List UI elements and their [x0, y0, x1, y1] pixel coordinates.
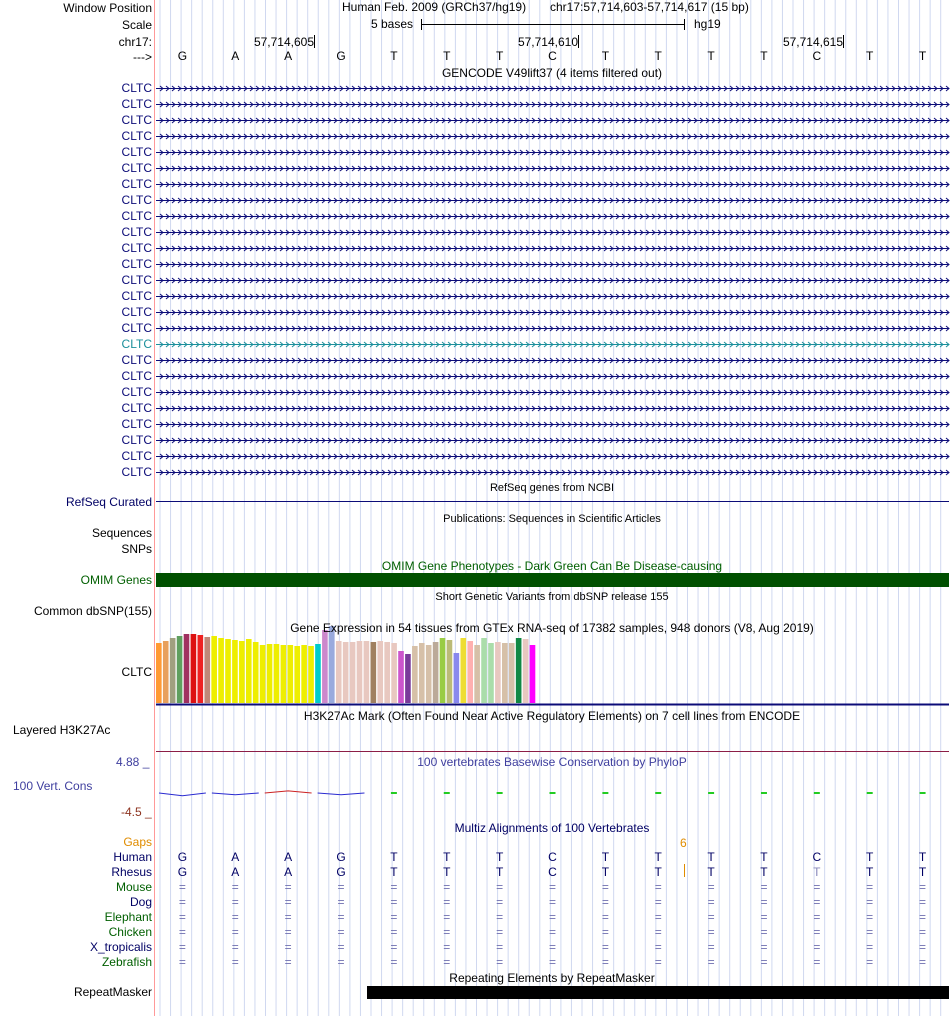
- gtex-tissue-bar: [177, 636, 183, 703]
- ruler-tick-label: 57,714,615: [782, 35, 843, 49]
- gtex-tissue-bar: [405, 654, 411, 703]
- base-letter: T: [390, 49, 398, 63]
- alignment-base: T: [654, 850, 662, 864]
- gencode-transcript-label[interactable]: CLTC: [121, 257, 152, 271]
- alignment-base: T: [918, 865, 927, 879]
- alignment-base: G: [177, 865, 188, 879]
- gtex-tissue-bar: [357, 641, 363, 703]
- alignment-base: =: [548, 880, 557, 894]
- gtex-tissue-bar: [315, 644, 321, 703]
- gencode-transcript-label[interactable]: CLTC: [121, 305, 152, 319]
- gencode-transcript-label[interactable]: CLTC: [121, 161, 152, 175]
- alignment-base: T: [495, 865, 504, 879]
- gaps-label[interactable]: Gaps: [123, 835, 152, 849]
- phylop-min-label: -4.5 _: [121, 805, 152, 819]
- base-letter: T: [443, 49, 451, 63]
- gap-count: 6: [680, 836, 687, 850]
- gtex-tissue-bar: [294, 646, 300, 703]
- ruler-tick-label: 57,714,610: [517, 35, 578, 49]
- repeatmasker-feature[interactable]: [367, 986, 949, 999]
- phylop-track-title: 100 vertebrates Basewise Conservation by PhyloP: [417, 755, 687, 769]
- base-letter: T: [654, 49, 662, 63]
- alignment-base: =: [337, 940, 345, 954]
- gtex-tissue-bar: [426, 645, 432, 703]
- alignment-base: =: [707, 880, 715, 894]
- gencode-transcript-label[interactable]: CLTC: [121, 401, 152, 415]
- gtex-tissue-bar: [481, 638, 487, 703]
- species-label[interactable]: Mouse: [115, 880, 152, 894]
- gencode-transcript-label[interactable]: CLTC: [121, 113, 152, 127]
- window-position-label: Window Position: [63, 1, 152, 15]
- gtex-tissue-bar: [460, 638, 466, 703]
- gtex-tissue-bar: [474, 645, 480, 703]
- phylop-mark: [920, 792, 926, 794]
- phylop-mark: [265, 791, 312, 793]
- publications-track-title: Publications: Sequences in Scientific Articles: [443, 513, 661, 525]
- gtex-tissue-bar: [232, 640, 238, 703]
- alignment-base: =: [813, 955, 821, 969]
- base-letter: T: [918, 49, 927, 63]
- alignment-base: =: [284, 955, 292, 969]
- phylop-mark: [602, 792, 608, 794]
- gtex-gene-label[interactable]: CLTC: [121, 665, 152, 679]
- alignment-base: =: [443, 925, 451, 939]
- alignment-base: =: [390, 940, 398, 954]
- gtex-tissue-bar: [433, 642, 439, 703]
- alignment-base: =: [548, 955, 557, 969]
- gtex-tissue-bar: [163, 641, 169, 703]
- alignment-base: T: [601, 850, 610, 864]
- species-label[interactable]: Zebrafish: [101, 955, 152, 969]
- alignment-base: =: [390, 895, 398, 909]
- gtex-tissue-bar: [371, 642, 377, 703]
- alignment-base: =: [548, 910, 557, 924]
- alignment-base: G: [336, 850, 346, 864]
- alignment-base: T: [866, 850, 874, 864]
- gtex-tissue-bar: [246, 639, 252, 703]
- alignment-base: T: [813, 865, 821, 879]
- alignment-base: T: [760, 850, 768, 864]
- alignment-base: =: [866, 895, 874, 909]
- alignment-base: =: [866, 880, 874, 894]
- alignment-base: =: [390, 955, 398, 969]
- alignment-base: G: [177, 850, 188, 864]
- alignment-base: T: [601, 865, 610, 879]
- alignment-base: A: [284, 850, 293, 864]
- gencode-transcript-label[interactable]: CLTC: [121, 273, 152, 287]
- gtex-tissue-bar: [384, 642, 390, 703]
- gtex-tissue-bar: [322, 630, 328, 703]
- alignment-base: =: [178, 925, 186, 939]
- alignment-base: =: [496, 940, 504, 954]
- alignment-base: T: [390, 850, 398, 864]
- alignment-base: =: [601, 910, 609, 924]
- alignment-base: =: [231, 925, 239, 939]
- window-position-value: chr17:57,714,603-57,714,617 (15 bp): [550, 0, 749, 14]
- alignment-base: A: [284, 865, 293, 879]
- base-letter: T: [601, 49, 610, 63]
- alignment-base: =: [813, 925, 821, 939]
- gtex-tissue-bar: [218, 638, 224, 703]
- alignment-base: =: [654, 925, 662, 939]
- gencode-transcript-label[interactable]: CLTC: [121, 177, 152, 191]
- alignment-base: G: [336, 865, 346, 879]
- alignment-base: =: [813, 895, 821, 909]
- publications-label-line1[interactable]: Sequences: [91, 526, 152, 540]
- gencode-transcript-label[interactable]: CLTC: [121, 193, 152, 207]
- alignment-base: =: [178, 940, 186, 954]
- gencode-transcript-label[interactable]: CLTC: [121, 289, 152, 303]
- gencode-transcript-label[interactable]: CLTC: [121, 81, 152, 95]
- base-letter: T: [707, 49, 715, 63]
- alignment-base: T: [760, 865, 768, 879]
- phylop-track-label[interactable]: 100 Vert. Cons: [13, 779, 93, 793]
- alignment-base: =: [284, 910, 292, 924]
- alignment-base: =: [284, 895, 292, 909]
- alignment-base: =: [337, 880, 345, 894]
- gtex-track-title: Gene Expression in 54 tissues from GTEx RNA-seq of 17382 samples, 948 donors (V8, Aug 2019): [290, 621, 814, 635]
- base-letter: G: [336, 49, 346, 63]
- alignment-base: =: [707, 925, 715, 939]
- alignment-base: =: [654, 880, 662, 894]
- phylop-mark: [655, 792, 661, 794]
- gtex-tissue-bar: [184, 634, 190, 703]
- scale-label: Scale: [121, 18, 152, 32]
- alignment-base: =: [919, 880, 927, 894]
- scale-text: 5 bases: [371, 17, 414, 31]
- alignment-base: =: [601, 895, 609, 909]
- alignment-base: =: [443, 895, 451, 909]
- phylop-mark: [708, 792, 714, 794]
- alignment-base: =: [760, 925, 768, 939]
- phylop-mark: [212, 793, 259, 795]
- alignment-base: =: [178, 880, 186, 894]
- alignment-base: =: [919, 910, 927, 924]
- alignment-base: =: [760, 940, 768, 954]
- alignment-base: =: [231, 940, 239, 954]
- species-label[interactable]: Dog: [129, 895, 152, 909]
- alignment-base: =: [654, 910, 662, 924]
- base-letter: C: [812, 49, 822, 63]
- alignment-base: =: [601, 880, 609, 894]
- species-label[interactable]: Human: [113, 850, 152, 864]
- gtex-tissue-bar: [274, 644, 280, 703]
- alignment-base: =: [443, 910, 451, 924]
- gtex-tissue-bar: [301, 645, 307, 703]
- dbsnp-track-label[interactable]: Common dbSNP(155): [33, 604, 152, 618]
- alignment-base: T: [654, 865, 662, 879]
- ruler-tick-label: 57,714,605: [253, 35, 314, 49]
- alignment-base: =: [919, 925, 927, 939]
- gtex-tissue-bar: [530, 645, 536, 703]
- gtex-tissue-bar: [467, 641, 473, 703]
- gtex-tissue-bar: [495, 642, 501, 703]
- gencode-transcript-label[interactable]: CLTC: [121, 449, 152, 463]
- gencode-transcript-label[interactable]: CLTC: [121, 97, 152, 111]
- gtex-tissue-bar: [516, 638, 522, 703]
- gencode-transcript-label[interactable]: CLTC: [121, 321, 152, 335]
- alignment-base: =: [496, 895, 504, 909]
- alignment-base: =: [337, 955, 345, 969]
- alignment-base: =: [496, 910, 504, 924]
- h3k27ac-track-title: H3K27Ac Mark (Often Found Near Active Regulatory Elements) on 7 cell lines from ENCODE: [303, 709, 801, 723]
- base-letter: A: [284, 49, 293, 63]
- alignment-base: =: [654, 940, 662, 954]
- phylop-mark: [761, 792, 767, 794]
- omim-feature-bar[interactable]: [156, 573, 949, 587]
- alignment-base: =: [866, 940, 874, 954]
- alignment-base: =: [760, 910, 768, 924]
- gtex-tissue-bar: [287, 645, 293, 703]
- alignment-base: C: [812, 850, 822, 864]
- gencode-transcript-label[interactable]: CLTC: [121, 209, 152, 223]
- alignment-base: =: [548, 895, 557, 909]
- refseq-track-label[interactable]: RefSeq Curated: [65, 495, 152, 509]
- alignment-base: =: [443, 955, 451, 969]
- alignment-base: =: [496, 955, 504, 969]
- gencode-transcript-label[interactable]: CLTC: [121, 369, 152, 383]
- gencode-transcript-label[interactable]: CLTC: [121, 433, 152, 447]
- gtex-tissue-bar: [391, 643, 397, 703]
- alignment-base: A: [231, 850, 240, 864]
- alignment-base: =: [707, 910, 715, 924]
- gtex-tissue-bar: [509, 643, 515, 703]
- gtex-tissue-bar: [281, 645, 287, 703]
- alignment-base: T: [918, 850, 927, 864]
- alignment-base: =: [707, 940, 715, 954]
- phylop-mark: [444, 792, 450, 794]
- gtex-tissue-bar: [156, 643, 162, 703]
- alignment-base: =: [707, 955, 715, 969]
- base-letter: T: [760, 49, 768, 63]
- alignment-base: =: [548, 940, 557, 954]
- gtex-tissue-bar: [398, 651, 404, 703]
- gencode-transcript-label[interactable]: CLTC: [121, 465, 152, 479]
- alignment-base: T: [443, 850, 451, 864]
- alignment-base: =: [443, 880, 451, 894]
- assembly-name: Human Feb. 2009 (GRCh37/hg19): [342, 0, 527, 14]
- alignment-base: =: [231, 895, 239, 909]
- gtex-tissue-bar: [523, 639, 529, 703]
- gtex-tissue-bar: [364, 641, 370, 703]
- refseq-track-title: RefSeq genes from NCBI: [489, 482, 615, 494]
- alignment-base: =: [337, 895, 345, 909]
- species-label[interactable]: Rhesus: [111, 865, 152, 879]
- gencode-transcript-label[interactable]: CLTC: [121, 353, 152, 367]
- gtex-tissue-bar: [239, 641, 245, 703]
- gencode-transcript-label[interactable]: CLTC: [121, 417, 152, 431]
- gtex-tissue-bar: [170, 638, 176, 703]
- gtex-tissue-bar: [204, 637, 210, 703]
- base-letter: T: [495, 49, 504, 63]
- gencode-transcript-label[interactable]: CLTC: [121, 129, 152, 143]
- species-label[interactable]: Elephant: [104, 910, 152, 924]
- alignment-base: =: [548, 925, 557, 939]
- gtex-tissue-bar: [198, 635, 204, 703]
- phylop-max-label: 4.88 _: [116, 755, 150, 769]
- alignment-base: =: [866, 910, 874, 924]
- gtex-tissue-bar: [308, 646, 314, 703]
- gtex-tissue-bar: [419, 643, 425, 703]
- alignment-base: T: [707, 865, 715, 879]
- alignment-base: =: [284, 925, 292, 939]
- gtex-tissue-bar: [488, 643, 494, 703]
- alignment-base: T: [707, 850, 715, 864]
- alignment-base: T: [495, 850, 504, 864]
- gtex-tissue-bar: [267, 644, 273, 703]
- alignment-base: =: [813, 880, 821, 894]
- alignment-base: =: [760, 895, 768, 909]
- gtex-tissue-bar: [412, 646, 418, 703]
- alignment-base: =: [707, 895, 715, 909]
- base-letter: G: [177, 49, 188, 63]
- gtex-tissue-bar: [377, 641, 383, 703]
- alignment-base: =: [231, 910, 239, 924]
- gencode-transcript-label[interactable]: CLTC: [121, 225, 152, 239]
- alignment-base: =: [231, 955, 239, 969]
- gtex-tissue-bar: [454, 653, 460, 703]
- phylop-mark: [497, 792, 503, 794]
- alignment-base: =: [496, 925, 504, 939]
- gtex-tissue-bar: [440, 638, 446, 703]
- alignment-base: =: [390, 880, 398, 894]
- gencode-transcript-label[interactable]: CLTC: [121, 241, 152, 255]
- base-letter: C: [548, 49, 557, 63]
- species-label[interactable]: Chicken: [108, 925, 152, 939]
- alignment-base: =: [601, 955, 609, 969]
- gtex-tissue-bar: [343, 642, 349, 703]
- alignment-base: C: [548, 865, 557, 879]
- alignment-base: =: [178, 955, 186, 969]
- alignment-base: =: [813, 910, 821, 924]
- h3k27ac-track-label[interactable]: Layered H3K27Ac: [13, 723, 111, 737]
- alignment-base: =: [654, 955, 662, 969]
- strand-label: --->: [133, 50, 152, 64]
- alignment-base: C: [548, 850, 557, 864]
- omim-track-title: OMIM Gene Phenotypes - Dark Green Can Be Disease-causing: [381, 559, 723, 573]
- repeatmasker-track-label[interactable]: RepeatMasker: [73, 985, 152, 999]
- gtex-tissue-bar: [225, 639, 231, 703]
- alignment-base: T: [866, 865, 874, 879]
- gtex-tissue-bar: [260, 645, 266, 703]
- base-letter: T: [866, 49, 874, 63]
- alignment-base: =: [919, 940, 927, 954]
- alignment-base: =: [760, 880, 768, 894]
- phylop-mark: [814, 792, 820, 794]
- alignment-base: =: [919, 955, 927, 969]
- gencode-transcript-label[interactable]: CLTC: [121, 385, 152, 399]
- gencode-transcript-label[interactable]: CLTC: [121, 337, 152, 351]
- phylop-mark: [550, 792, 556, 794]
- alignment-base: =: [178, 910, 186, 924]
- gtex-tissue-bar: [191, 634, 197, 703]
- phylop-mark: [391, 792, 397, 794]
- phylop-mark: [867, 792, 873, 794]
- phylop-mark: [159, 793, 206, 796]
- alignment-base: =: [337, 925, 345, 939]
- gtex-tissue-bar: [253, 642, 259, 703]
- alignment-base: =: [390, 925, 398, 939]
- alignment-base: =: [178, 895, 186, 909]
- alignment-base: =: [919, 895, 927, 909]
- alignment-base: =: [337, 910, 345, 924]
- species-label[interactable]: X_tropicalis: [89, 940, 152, 954]
- alignment-base: =: [760, 955, 768, 969]
- alignment-base: =: [443, 940, 451, 954]
- alignment-base: T: [390, 865, 398, 879]
- alignment-base: =: [601, 940, 609, 954]
- repeatmasker-track-title: Repeating Elements by RepeatMasker: [449, 971, 655, 985]
- gtex-tissue-bar: [336, 641, 342, 703]
- gtex-tissue-bar: [502, 643, 508, 703]
- scale-db: hg19: [694, 17, 721, 31]
- alignment-base: =: [231, 880, 239, 894]
- alignment-base: =: [496, 880, 504, 894]
- alignment-base: =: [390, 910, 398, 924]
- multiz-track-title: Multiz Alignments of 100 Vertebrates: [454, 821, 650, 835]
- alignment-base: =: [813, 940, 821, 954]
- phylop-mark: [318, 793, 365, 795]
- alignment-base: T: [443, 865, 451, 879]
- alignment-base: =: [866, 955, 874, 969]
- gtex-tissue-bar: [350, 642, 356, 703]
- gencode-track-title: GENCODE V49lift37 (4 items filtered out): [441, 66, 663, 80]
- base-letter: A: [231, 49, 240, 63]
- omim-track-label[interactable]: OMIM Genes: [80, 573, 152, 587]
- publications-label-line2[interactable]: SNPs: [121, 542, 152, 556]
- alignment-base: =: [284, 940, 292, 954]
- gtex-tissue-bar: [329, 626, 335, 703]
- alignment-base: =: [654, 895, 662, 909]
- chrom-label: chr17:: [118, 35, 152, 49]
- gencode-transcript-label[interactable]: CLTC: [121, 145, 152, 159]
- alignment-base: =: [866, 925, 874, 939]
- dbsnp-track-title: Short Genetic Variants from dbSNP release 155: [435, 591, 669, 603]
- alignment-base: A: [231, 865, 240, 879]
- gtex-tissue-bar: [211, 636, 217, 703]
- alignment-base: =: [601, 925, 609, 939]
- alignment-base: =: [284, 880, 292, 894]
- gtex-tissue-bar: [447, 640, 453, 703]
